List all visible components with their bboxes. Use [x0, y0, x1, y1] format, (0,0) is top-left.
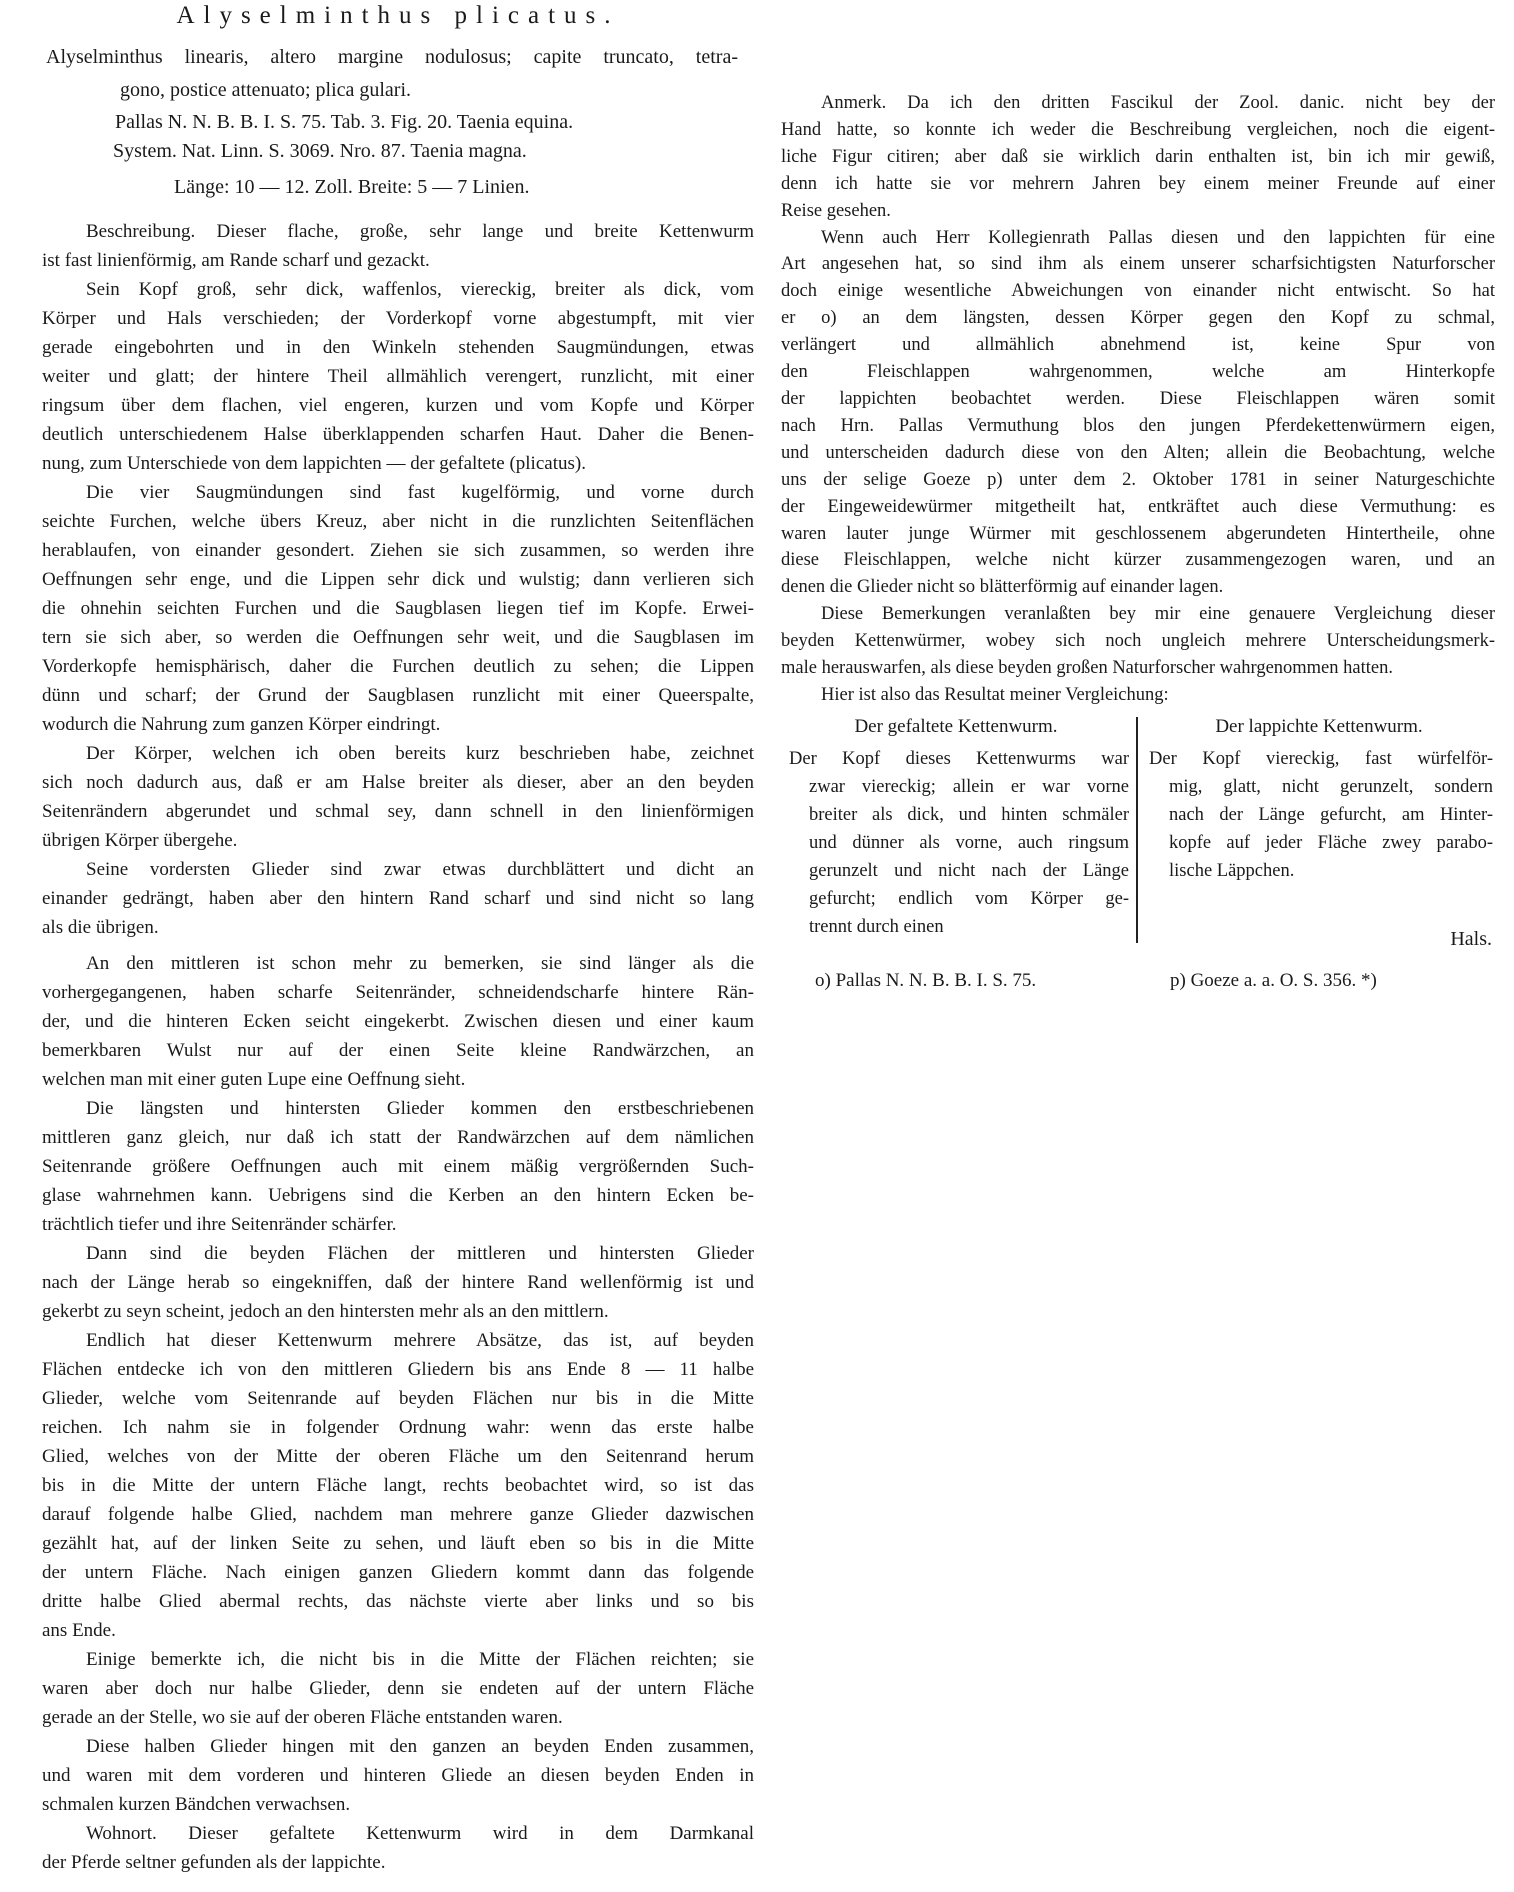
text-line: nung, zum Unterschiede von dem lappichten — der gefaltete (plicatus).	[42, 453, 586, 474]
text-line: ist fast linienförmig, am Rande scharf und gezackt.	[42, 250, 430, 271]
text-line: tern sie sich aber, so werden die Oeffnungen sehr weit, und die Saugblasen im	[42, 627, 754, 648]
text-line: male herauswarfen, als diese beyden großen Naturforscher wahrgenommen hatten.	[781, 658, 1393, 679]
text-line: liche Figur citiren; aber daß sie wirklich darin enthalten ist, bin ich mir gewiß,	[781, 146, 1495, 167]
comparison-line: breiter als dick, und hinten schmäler	[809, 805, 1129, 825]
text-line: wodurch die Nahrung zum ganzen Körper eindringt.	[42, 714, 441, 735]
text-line: gekerbt zu seyn scheint, jedoch an den hintersten mehr als an den mittlern.	[42, 1301, 609, 1322]
dimensions: Länge: 10 — 12. Zoll. Breite: 5 — 7 Linien.	[174, 176, 530, 198]
comparison-line: mig, glatt, nicht gerunzelt, sondern	[1169, 777, 1493, 797]
text-line: Hand hatte, so konnte ich weder die Beschreibung vergleichen, noch die eigent-	[781, 119, 1495, 140]
text-line: Glied, welches von der Mitte der oberen Fläche um den Seitenrand herum	[42, 1446, 754, 1467]
text-line: Hier ist also das Resultat meiner Vergleichung:	[821, 684, 1169, 705]
text-line: der Eingeweidewürmer mitgetheilt hat, entkräftet auch diese Vermuthung: es	[781, 496, 1495, 517]
text-line: Anmerk. Da ich den dritten Fascikul der Zool. danic. nicht bey der	[821, 93, 1495, 113]
text-line: verlängert und allmählich abnehmend ist, keine Spur von	[781, 335, 1495, 356]
comparison-line: lische Läppchen.	[1169, 861, 1295, 881]
text-line: denn ich hatte sie vor mehrern Jahren bey einem meiner Freunde auf einer	[781, 173, 1495, 194]
text-line: vorhergegangenen, haben scharfe Seitenränder, schneidendscharfe hintere Rän-	[42, 982, 754, 1003]
comparison-line: und dünner als vorne, auch ringsum	[809, 833, 1129, 853]
text-line: Seine vordersten Glieder sind zwar etwas durchblättert und dicht an	[86, 859, 754, 880]
comparison-table	[781, 713, 1495, 945]
column-divider	[1136, 717, 1138, 943]
text-line: Sein Kopf groß, sehr dick, waffenlos, viereckig, breiter als dick, vom	[86, 279, 754, 300]
text-line: bis in die Mitte der untern Fläche langt, rechts beobachtet wird, so ist das	[42, 1475, 754, 1496]
comparison-line: Der Kopf viereckig, fast würfelför-	[1149, 749, 1493, 769]
comparison-line: kopfe auf jeder Fläche zwey parabo-	[1169, 833, 1493, 853]
text-line: welchen man mit einer guten Lupe eine Oeffnung sieht.	[42, 1069, 466, 1090]
comparison-header-right: Der lappichte Kettenwurm.	[1215, 716, 1423, 737]
text-line: waren lauter junge Würmer mit geschlossenem abgerundeten Hintertheile, ohne	[781, 523, 1495, 544]
reference-linnaeus: System. Nat. Linn. S. 3069. Nro. 87. Taenia magna.	[113, 140, 527, 162]
text-line: den Fleischlappen wahrgenommen, welche am Hinterkopfe	[781, 362, 1495, 383]
text-line: trächtlich tiefer und ihre Seitenränder schärfer.	[42, 1214, 397, 1235]
comparison-line: nach der Länge gefurcht, am Hinter-	[1169, 805, 1493, 825]
text-line: der untern Fläche. Nach einigen ganzen Gliedern kommt dann das folgende	[42, 1562, 754, 1583]
comparison-header-left: Der gefaltete Kettenwurm.	[854, 716, 1058, 737]
text-line: dritte halbe Glied abermal rechts, das nächste vierte aber links und so bis	[42, 1591, 754, 1612]
text-line: reichen. Ich nahm sie in folgender Ordnung wahr: wenn das erste halbe	[42, 1417, 754, 1438]
text-line: Einige bemerkte ich, die nicht bis in die Mitte der Flächen reichten; sie	[86, 1649, 754, 1670]
left-column-text	[42, 217, 754, 1877]
text-line: Wohnort. Dieser gefaltete Kettenwurm wird in dem Darmkanal	[86, 1823, 754, 1844]
text-line: schmalen kurzen Bändchen verwachsen.	[42, 1794, 351, 1815]
text-line: Reise gesehen.	[781, 200, 891, 221]
text-line: Seitenrändern abgerundet und schmal sey, dann schnell in den linienförmigen	[42, 801, 754, 822]
text-line: bemerkbaren Wulst nur auf der einen Seite kleine Randwärzchen, an	[42, 1040, 754, 1061]
text-line: uns der selige Goeze p) unter dem 2. Oktober 1781 in seiner Naturgeschichte	[781, 469, 1495, 490]
text-line: denen die Glieder nicht so blätterförmig auf einander lagen.	[781, 577, 1224, 598]
text-line: Seitenrande größere Oeffnungen auch mit einem mäßig vergrößernden Such-	[42, 1156, 754, 1177]
text-line: und unterscheiden dadurch diese von den Alten; allein die Beobachtung, welche	[781, 442, 1495, 463]
comparison-line: Der Kopf dieses Kettenwurms war	[789, 749, 1129, 769]
text-line: der, und die hinteren Ecken seicht eingekerbt. Zwischen diesen und einer kaum	[42, 1011, 754, 1032]
text-line: darauf folgende halbe Glied, nachdem man mehrere ganze Glieder dazwischen	[42, 1504, 754, 1525]
text-line: gezählt hat, auf der linken Seite zu sehen, und läuft eben so bis in die Mitte	[42, 1533, 754, 1554]
right-column-text	[781, 90, 1495, 709]
text-line: Glieder, welche vom Seitenrande auf beyden Flächen nur bis in die Mitte	[42, 1388, 754, 1409]
latin-diagnosis-line-1: Alyselminthus linearis, altero margine nodulosus; capite truncato, tetra-	[46, 46, 738, 68]
text-line: beyden Kettenwürmer, wobey sich noch ungleich mehrere Unterscheidungsmerk-	[781, 631, 1495, 652]
text-line: diese Fleischlappen, welche nicht kürzer zusammengezogen waren, und an	[781, 550, 1495, 571]
text-line: Wenn auch Herr Kollegienrath Pallas diesen und den lappichten für eine	[821, 227, 1495, 248]
text-line: einander gedrängt, haben aber den hintern Rand scharf und sind nicht so lang	[42, 888, 754, 909]
latin-diagnosis-line-2: gono, postice attenuato; plica gulari.	[120, 79, 412, 101]
text-line: übrigen Körper übergehe.	[42, 830, 238, 851]
text-line: die ohnehin seichten Furchen und die Saugblasen liegen tief im Kopfe. Erwei-	[42, 598, 754, 619]
comparison-line: gerunzelt und nicht nach der Länge	[809, 861, 1129, 881]
text-line: Dann sind die beyden Flächen der mittleren und hintersten Glieder	[86, 1243, 754, 1264]
text-line: Art angesehen hat, so sind ihm als einem unserer scharfsichtigsten Naturforscher	[781, 254, 1495, 275]
text-line: Diese halben Glieder hingen mit den ganzen an beyden Enden zusammen,	[86, 1736, 754, 1757]
comparison-cell-right	[1149, 745, 1493, 885]
text-line: An den mittleren ist schon mehr zu bemerken, sie sind länger als die	[86, 953, 754, 974]
comparison-line: zwar viereckig; allein er war vorne	[809, 777, 1129, 797]
text-line: gerade eingebohrten und in den Winkeln stehenden Saugmündungen, etwas	[42, 337, 754, 358]
text-line: der Pferde seltner gefunden als der lappichte.	[42, 1852, 386, 1873]
text-line: Flächen entdecke ich von den mittleren Gliedern bis ans Ende 8 — 11 halbe	[42, 1359, 754, 1380]
footnote-o: o) Pallas N. N. B. B. I. S. 75.	[815, 970, 1037, 991]
text-line: Vorderkopfe hemisphärisch, daher die Furchen deutlich zu sehen; die Lippen	[42, 656, 754, 677]
text-line: sich noch dadurch aus, daß er am Halse breiter als dieser, aber an den beyden	[42, 772, 754, 793]
text-line: Oeffnungen sehr enge, und die Lippen sehr dick und wulstig; dann verlieren sich	[42, 569, 754, 590]
text-line: dünn und scharf; der Grund der Saugblasen runzlicht mit einer Queerspalte,	[42, 685, 754, 706]
footnote-p: p) Goeze a. a. O. S. 356. *)	[1170, 970, 1377, 991]
comparison-line: trennt durch einen	[809, 917, 944, 937]
text-line: ringsum über dem flachen, viel engeren, kurzen und vom Kopfe und Körper	[42, 395, 754, 416]
text-line: glase wahrnehmen kann. Uebrigens sind die Kerben an den hintern Ecken be-	[42, 1185, 754, 1206]
text-line: ans Ende.	[42, 1620, 116, 1641]
text-line: Endlich hat dieser Kettenwurm mehrere Absätze, das ist, auf beyden	[86, 1330, 754, 1351]
text-line: Diese Bemerkungen veranlaßten bey mir eine genauere Vergleichung dieser	[821, 604, 1495, 625]
text-line: mittleren ganz gleich, nur daß ich statt der Randwärzchen auf dem nämlichen	[42, 1127, 754, 1148]
text-line: er o) an dem längsten, dessen Körper gegen den Kopf zu schmal,	[781, 308, 1495, 329]
text-line: Die vier Saugmündungen sind fast kugelförmig, und vorne durch	[86, 482, 754, 503]
text-line: waren aber doch nur halbe Glieder, denn sie endeten auf der untern Fläche	[42, 1678, 754, 1699]
text-line: Der Körper, welchen ich oben bereits kurz beschrieben habe, zeichnet	[86, 743, 754, 764]
text-line: deutlich unterschiedenem Halse überklappenden scharfen Haut. Daher die Benen-	[42, 424, 754, 445]
text-line: nach Hrn. Pallas Vermuthung blos den jungen Pferdekettenwürmern eigen,	[781, 415, 1495, 436]
text-line: herablaufen, von einander gesondert. Ziehen sie sich zusammen, so werden ihre	[42, 540, 754, 561]
comparison-cell-left	[789, 745, 1129, 941]
text-line: und waren mit dem vorderen und hinteren Gliede an diesen beyden Enden in	[42, 1765, 754, 1786]
reference-pallas: Pallas N. N. B. B. I. S. 75. Tab. 3. Fig. 20. Taenia equina.	[115, 111, 574, 133]
text-line: weiter und glatt; der hintere Theil allmählich verengert, runzlicht, mit einer	[42, 366, 754, 387]
text-line: Körper und Hals verschieden; der Vorderkopf vorne abgestumpft, mit vier	[42, 308, 754, 329]
text-line: der lappichten beobachtet werden. Diese Fleischlappen wären somit	[781, 388, 1495, 409]
comparison-continuation: Hals.	[1450, 928, 1492, 950]
text-line: Beschreibung. Dieser flache, große, sehr lange und breite Kettenwurm	[86, 221, 754, 242]
text-line: Die längsten und hintersten Glieder kommen den erstbeschriebenen	[86, 1098, 754, 1119]
comparison-line: gefurcht; endlich vom Körper ge-	[809, 889, 1129, 909]
text-line: gerade an der Stelle, wo sie auf der oberen Fläche entstanden waren.	[42, 1707, 563, 1728]
species-title: Alyselminthus plicatus.	[176, 2, 620, 29]
text-line: doch einige wesentliche Abweichungen von einander nicht entwischt. So hat	[781, 281, 1495, 302]
text-line: nach der Länge herab so eingekniffen, daß der hintere Rand wellenförmig ist und	[42, 1272, 754, 1293]
text-line: als die übrigen.	[42, 917, 159, 938]
text-line: seichte Furchen, welche übers Kreuz, aber nicht in die runzlichten Seitenflächen	[42, 511, 754, 532]
